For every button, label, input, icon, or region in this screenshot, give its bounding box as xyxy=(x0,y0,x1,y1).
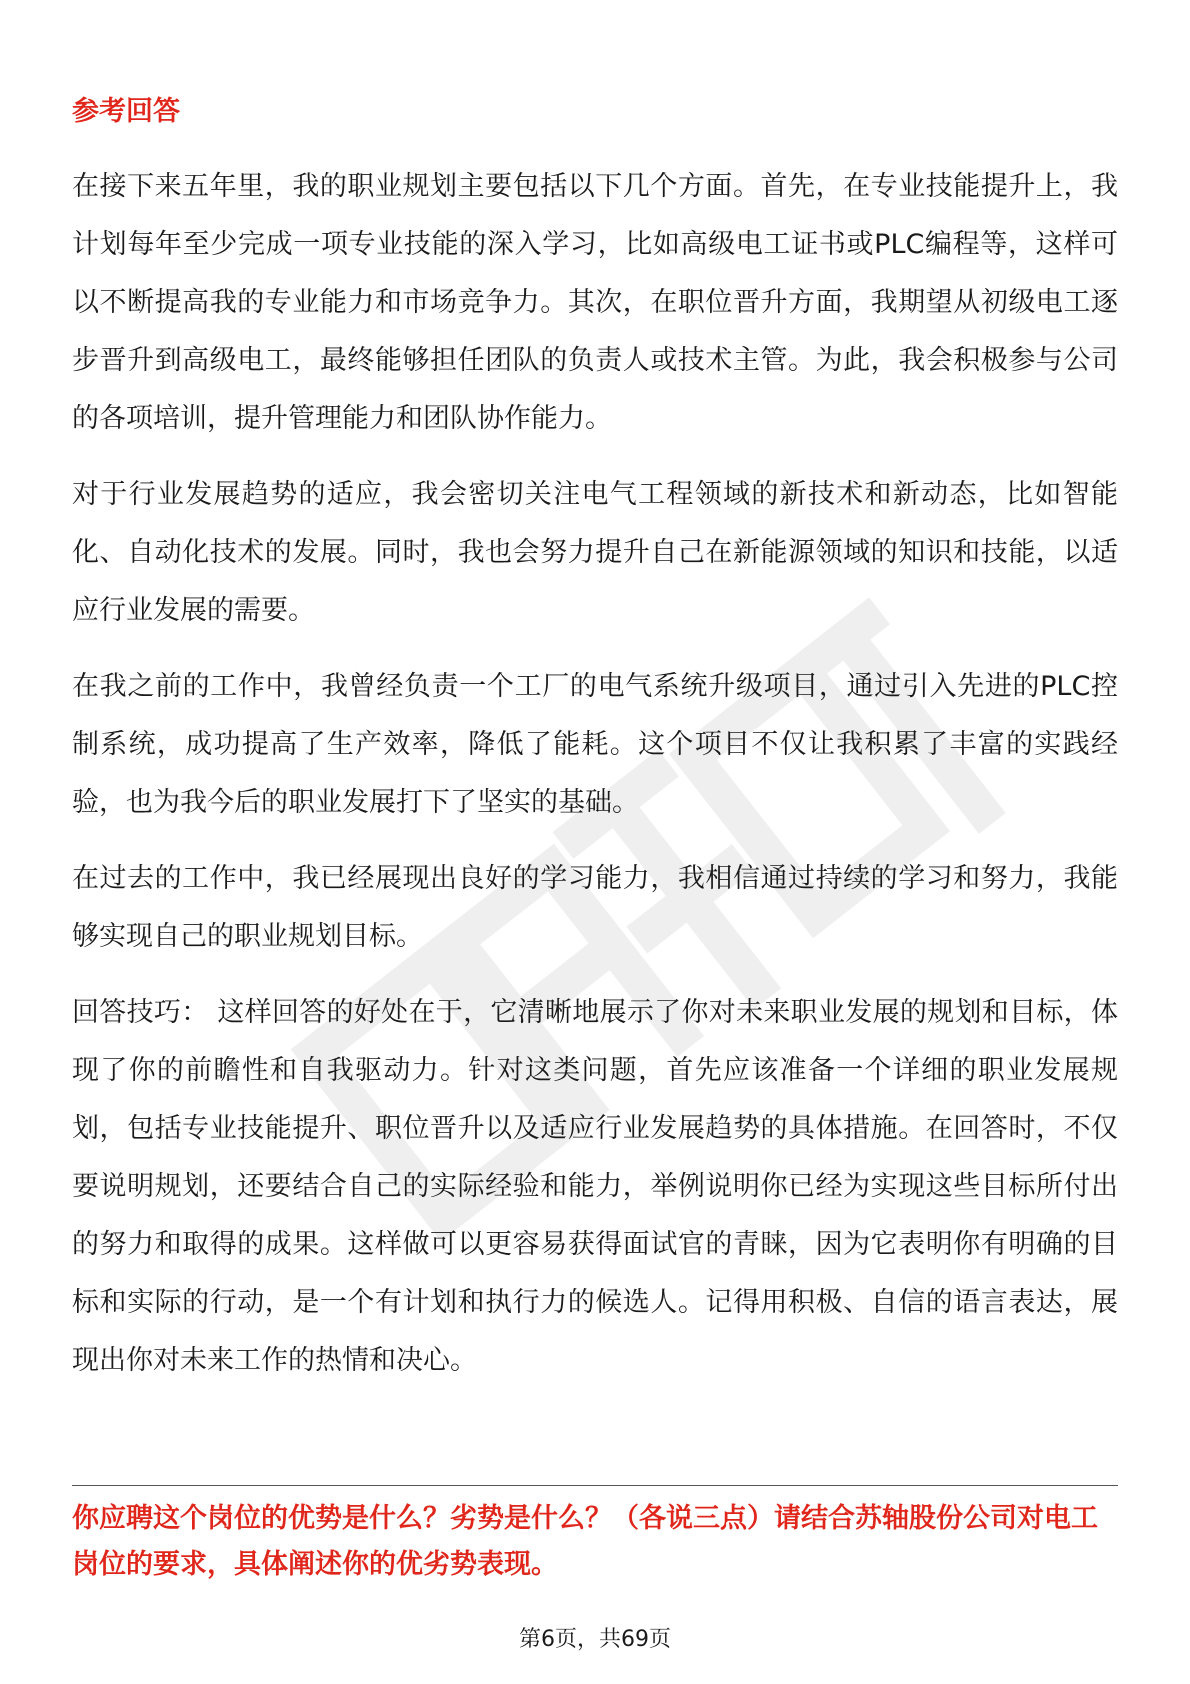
answer-paragraph-4: 在过去的工作中，我已经展现出良好的学习能力，我相信通过持续的学习和努力，我能够实现自己的职业规划目标。 xyxy=(72,863,1118,952)
section-title: 参考回答 xyxy=(72,96,180,127)
answer-tips-paragraph: 回答技巧： 这样回答的好处在于，它清晰地展示了你对未来职业发展的规划和目标，体现了你的前瞻性和自我驱动力。针对这类问题，首先应该准备一个详细的职业发展规划，包括专业技能提升、职位晋升以及适应行业发展趋势的具体措施。在回答时，不仅要说明规划，还要结合自己的实际经验和能力，举例说明你已经为实现这些目标所付出的努力和取得的成果。这样做可以更容易获得面试官的青睐，因为它表明你有明确的目标和实际的行动，是一个有计划和执行力的候选人。记得用积极、自信的语言表达，展现出你对未来工作的热情和决心。 xyxy=(72,997,1118,1376)
main-content xyxy=(72,92,1118,1408)
answer-paragraph-3: 在我之前的工作中，我曾经负责一个工厂的电气系统升级项目，通过引入先进的PLC控制系统，成功提高了生产效率，降低了能耗。这个项目不仅让我积累了丰富的实践经验，也为我今后的职业发展打下了坚实的基础。 xyxy=(72,671,1118,818)
page-number-footer: 第6页，共69页 xyxy=(519,1627,671,1652)
next-question-heading: 你应聘这个岗位的优势是什么？劣势是什么？（各说三点）请结合苏轴股份公司对电工岗位的要求，具体阐述你的优劣势表现。 xyxy=(72,1503,1098,1580)
section-divider xyxy=(72,1485,1118,1486)
answer-paragraph-1: 在接下来五年里，我的职业规划主要包括以下几个方面。首先，在专业技能提升上，我计划每年至少完成一项专业技能的深入学习，比如高级电工证书或PLC编程等，这样可以不断提高我的专业能力和市场竞争力。其次，在职位晋升方面，我期望从初级电工逐步晋升到高级电工，最终能够担任团队的负责人或技术主管。为此，我会积极参与公司的各项培训，提升管理能力和团队协作能力。 xyxy=(72,171,1118,434)
answer-paragraph-2: 对于行业发展趋势的适应，我会密切关注电气工程领域的新技术和新动态，比如智能化、自动化技术的发展。同时，我也会努力提升自己在新能源领域的知识和技能，以适应行业发展的需要。 xyxy=(72,479,1118,626)
